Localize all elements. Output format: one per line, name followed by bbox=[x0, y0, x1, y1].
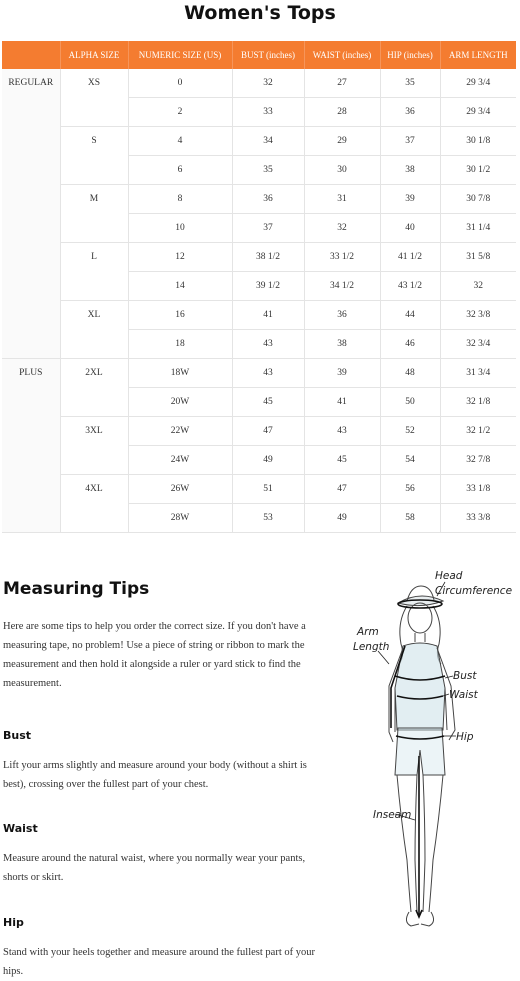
waist-cell: 49 bbox=[304, 504, 380, 533]
bust-cell: 37 bbox=[232, 214, 304, 243]
hip-cell: 40 bbox=[380, 214, 440, 243]
bust-cell: 34 bbox=[232, 127, 304, 156]
label-length: Length bbox=[353, 641, 390, 653]
bust-cell: 45 bbox=[232, 388, 304, 417]
numeric-size-cell: 12 bbox=[128, 243, 232, 272]
table-row bbox=[2, 243, 516, 272]
numeric-size-cell: 6 bbox=[128, 156, 232, 185]
waist-cell: 33 1/2 bbox=[304, 243, 380, 272]
hip-title: Hip bbox=[3, 916, 24, 929]
table-row bbox=[2, 127, 516, 156]
label-head: Head bbox=[435, 570, 463, 582]
waist-cell: 36 bbox=[304, 301, 380, 330]
numeric-size-cell: 10 bbox=[128, 214, 232, 243]
table-row bbox=[2, 185, 516, 214]
alpha-size-cell: 3XL bbox=[60, 417, 128, 475]
table-row bbox=[2, 475, 516, 504]
numeric-size-cell: 18W bbox=[128, 359, 232, 388]
header-group bbox=[2, 41, 60, 69]
waist-cell: 32 bbox=[304, 214, 380, 243]
bust-cell: 35 bbox=[232, 156, 304, 185]
hip-cell: 41 1/2 bbox=[380, 243, 440, 272]
waist-cell: 47 bbox=[304, 475, 380, 504]
arm-length-cell: 32 bbox=[440, 272, 516, 301]
label-arm: Arm bbox=[357, 626, 379, 638]
numeric-size-cell: 2 bbox=[128, 98, 232, 127]
bust-cell: 32 bbox=[232, 69, 304, 98]
bust-cell: 41 bbox=[232, 301, 304, 330]
table-row bbox=[2, 301, 516, 330]
hip-cell: 46 bbox=[380, 330, 440, 359]
size-chart-table bbox=[2, 41, 516, 533]
header-bust: BUST (inches) bbox=[232, 41, 304, 69]
arm-length-cell: 31 3/4 bbox=[440, 359, 516, 388]
waist-text: Measure around the natural waist, where you normally wear your pants, shorts or skirt. bbox=[3, 853, 306, 883]
numeric-size-cell: 0 bbox=[128, 69, 232, 98]
waist-cell: 41 bbox=[304, 388, 380, 417]
waist-title: Waist bbox=[3, 822, 38, 835]
waist-cell: 38 bbox=[304, 330, 380, 359]
waist-cell: 30 bbox=[304, 156, 380, 185]
bust-cell: 43 bbox=[232, 330, 304, 359]
numeric-size-cell: 20W bbox=[128, 388, 232, 417]
header-arm-length: ARM LENGTH bbox=[440, 41, 516, 69]
arm-length-cell: 32 1/8 bbox=[440, 388, 516, 417]
numeric-size-cell: 16 bbox=[128, 301, 232, 330]
label-waist: Waist bbox=[449, 689, 478, 701]
bust-cell: 38 1/2 bbox=[232, 243, 304, 272]
shorts bbox=[395, 728, 445, 775]
table-row bbox=[2, 359, 516, 388]
bust-title: Bust bbox=[3, 729, 32, 742]
numeric-size-cell: 24W bbox=[128, 446, 232, 475]
alpha-size-cell: M bbox=[60, 185, 128, 243]
arm-length-cell: 32 3/8 bbox=[440, 301, 516, 330]
bust-cell: 53 bbox=[232, 504, 304, 533]
waist-cell: 31 bbox=[304, 185, 380, 214]
waist-cell: 27 bbox=[304, 69, 380, 98]
alpha-size-cell: S bbox=[60, 127, 128, 185]
numeric-size-cell: 4 bbox=[128, 127, 232, 156]
bust-cell: 43 bbox=[232, 359, 304, 388]
hip-cell: 48 bbox=[380, 359, 440, 388]
page-title: Women's Tops bbox=[184, 2, 336, 24]
arm-length-cell: 29 3/4 bbox=[440, 98, 516, 127]
hip-cell: 50 bbox=[380, 388, 440, 417]
numeric-size-cell: 18 bbox=[128, 330, 232, 359]
group-label: REGULAR bbox=[2, 69, 60, 359]
waist-cell: 45 bbox=[304, 446, 380, 475]
bust-cell: 36 bbox=[232, 185, 304, 214]
header-alpha-size: ALPHA SIZE bbox=[60, 41, 128, 69]
hip-cell: 44 bbox=[380, 301, 440, 330]
numeric-size-cell: 8 bbox=[128, 185, 232, 214]
waist-cell: 29 bbox=[304, 127, 380, 156]
arm-length-cell: 32 1/2 bbox=[440, 417, 516, 446]
waist-cell: 28 bbox=[304, 98, 380, 127]
hip-cell: 38 bbox=[380, 156, 440, 185]
numeric-size-cell: 22W bbox=[128, 417, 232, 446]
shirt bbox=[395, 643, 445, 730]
numeric-size-cell: 26W bbox=[128, 475, 232, 504]
waist-cell: 39 bbox=[304, 359, 380, 388]
alpha-size-cell: 2XL bbox=[60, 359, 128, 417]
alpha-size-cell: 4XL bbox=[60, 475, 128, 533]
label-inseam: Inseam bbox=[373, 809, 412, 821]
table-body bbox=[2, 69, 516, 533]
numeric-size-cell: 14 bbox=[128, 272, 232, 301]
table-header-row bbox=[2, 41, 516, 69]
header-numeric-size: NUMERIC SIZE (US) bbox=[128, 41, 232, 69]
arm-length-cell: 32 7/8 bbox=[440, 446, 516, 475]
hip-cell: 58 bbox=[380, 504, 440, 533]
hip-text: Stand with your heels together and measure around the fullest part of your hips. bbox=[3, 947, 315, 977]
bust-cell: 47 bbox=[232, 417, 304, 446]
arm-length-cell: 30 1/2 bbox=[440, 156, 516, 185]
right-leg bbox=[423, 775, 443, 912]
bust-cell: 33 bbox=[232, 98, 304, 127]
arm-length-cell: 33 1/8 bbox=[440, 475, 516, 504]
table-row bbox=[2, 69, 516, 98]
measuring-illustration bbox=[345, 560, 520, 960]
hip-cell: 39 bbox=[380, 185, 440, 214]
hip-cell: 52 bbox=[380, 417, 440, 446]
label-hip: Hip bbox=[456, 731, 474, 743]
tips-intro: Here are some tips to help you order the correct size. If you don't have a measuring tape, no problem! Use a piece of string or ribbon to mark the measurement and then hold it alongside a ruler or yard stick to find the measurement. bbox=[3, 621, 306, 689]
numeric-size-cell: 28W bbox=[128, 504, 232, 533]
hip-cell: 43 1/2 bbox=[380, 272, 440, 301]
bust-text: Lift your arms slightly and measure around your body (without a shirt is best), crossing over the fullest part of your chest. bbox=[3, 760, 307, 790]
group-label: PLUS bbox=[2, 359, 60, 533]
alpha-size-cell: L bbox=[60, 243, 128, 301]
tips-title: Measuring Tips bbox=[3, 579, 150, 599]
arm-length-cell: 32 3/4 bbox=[440, 330, 516, 359]
waist-cell: 34 1/2 bbox=[304, 272, 380, 301]
label-bust: Bust bbox=[453, 670, 477, 682]
bust-cell: 51 bbox=[232, 475, 304, 504]
bust-cell: 49 bbox=[232, 446, 304, 475]
header-hip: HIP (inches) bbox=[380, 41, 440, 69]
hip-cell: 35 bbox=[380, 69, 440, 98]
table-row bbox=[2, 417, 516, 446]
arm-length-cell: 29 3/4 bbox=[440, 69, 516, 98]
left-leg bbox=[397, 775, 417, 912]
arm-length-cell: 30 1/8 bbox=[440, 127, 516, 156]
arm-length-cell: 33 3/8 bbox=[440, 504, 516, 533]
hip-cell: 36 bbox=[380, 98, 440, 127]
hip-cell: 37 bbox=[380, 127, 440, 156]
alpha-size-cell: XS bbox=[60, 69, 128, 127]
label-circumference: Circumference bbox=[435, 585, 513, 597]
bust-cell: 39 1/2 bbox=[232, 272, 304, 301]
hip-cell: 56 bbox=[380, 475, 440, 504]
arm-length-cell: 30 7/8 bbox=[440, 185, 516, 214]
hip-cell: 54 bbox=[380, 446, 440, 475]
arm-length-cell: 31 1/4 bbox=[440, 214, 516, 243]
neck bbox=[415, 633, 425, 642]
header-waist: WAIST (inches) bbox=[304, 41, 380, 69]
alpha-size-cell: XL bbox=[60, 301, 128, 359]
waist-cell: 43 bbox=[304, 417, 380, 446]
arm-length-cell: 31 5/8 bbox=[440, 243, 516, 272]
